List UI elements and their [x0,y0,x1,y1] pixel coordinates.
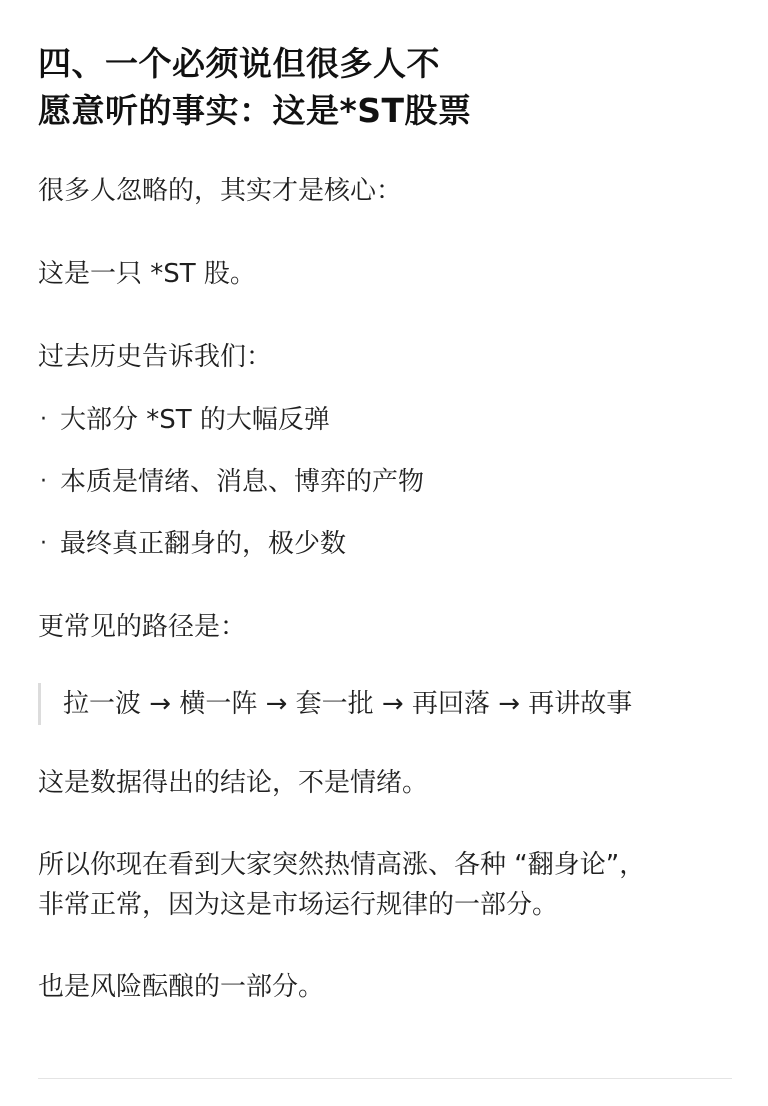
list-item [38,462,732,502]
bullet-dot-icon: · [40,469,47,494]
section-heading [38,40,732,134]
list-item [38,524,732,564]
history-intro-paragraph: 过去历史告诉我们： [38,342,273,372]
list-item [38,400,732,440]
st-stock-statement: 这是一只 *ST 股。 [38,259,256,289]
section-heading-line-2: 愿意听的事实：这是*ST股票 [38,91,472,130]
section-heading-line-1: 四、一个必须说但很多人不 [38,44,440,83]
path-intro-paragraph: 更常见的路径是： [38,612,247,642]
market-rule-line-2: 非常正常，因为这是市场运行规律的一部分。 [38,890,559,920]
intro-paragraph: 很多人忽略的，其实才是核心： [38,176,403,206]
bullet-text: 最终真正翻身的，极少数 [60,529,347,559]
history-bullet-list [38,400,732,564]
bullet-dot-icon: · [40,407,47,432]
risk-paragraph: 也是风险酝酿的一部分。 [38,972,325,1002]
market-rule-line-1: 所以你现在看到大家突然热情高涨、各种 “翻身论”， [38,850,646,880]
path-quote-text: 拉一波 → 横一阵 → 套一批 → 再回落 → 再讲故事 [63,689,633,719]
bullet-text: 大部分 *ST 的大幅反弹 [60,405,330,435]
bottom-divider [38,1078,732,1079]
market-rule-paragraph [38,845,732,925]
path-blockquote [38,683,732,725]
bullet-dot-icon: · [40,531,47,556]
article-body [38,40,732,1007]
bullet-text: 本质是情绪、消息、博弈的产物 [60,467,425,497]
data-conclusion-paragraph: 这是数据得出的结论，不是情绪。 [38,768,429,798]
